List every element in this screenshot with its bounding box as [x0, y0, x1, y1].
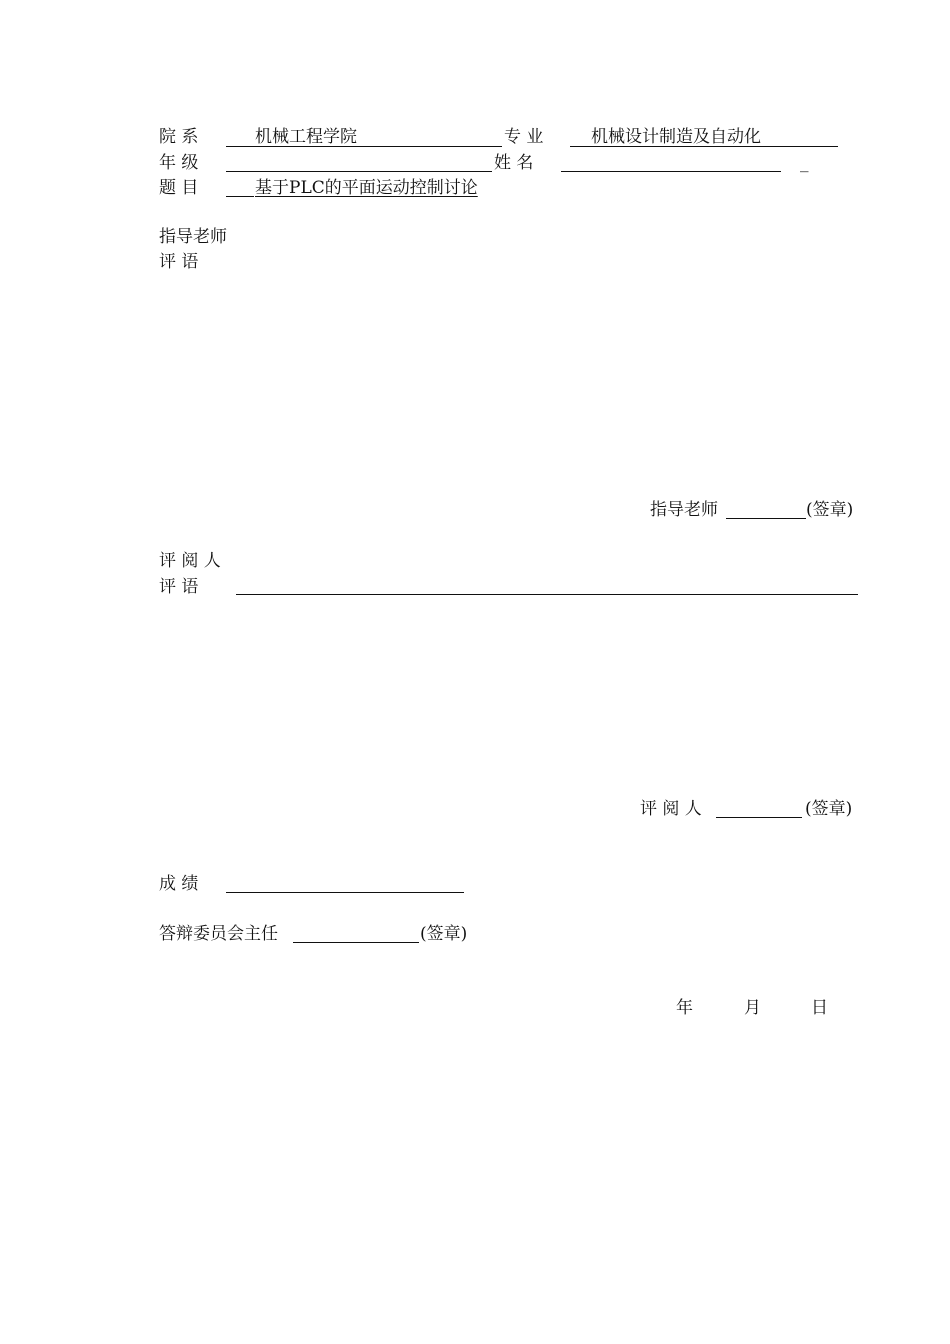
department-label: 院 系 — [159, 127, 199, 147]
chair-label: 答辩委员会主任 — [159, 924, 278, 944]
chair-signature-line — [293, 942, 419, 943]
major-value: 机械设计制造及自动化 — [591, 127, 761, 147]
advisor-signature-line — [726, 518, 806, 519]
topic-label: 题 目 — [159, 178, 199, 198]
advisor-signature-suffix: (签章) — [806, 500, 854, 520]
advisor-signature-label: 指导老师 — [650, 500, 718, 520]
date-month: 月 — [744, 998, 761, 1018]
major-label: 专 业 — [504, 127, 544, 147]
score-label: 成 绩 — [159, 874, 199, 894]
date-day: 日 — [811, 998, 828, 1018]
advisor-title: 指导老师 — [159, 227, 227, 247]
reviewer-signature-suffix: (签章) — [805, 799, 853, 819]
reviewer-comment-label: 评 语 — [159, 577, 199, 597]
score-line — [226, 892, 464, 893]
chair-signature-suffix: (签章) — [420, 924, 468, 944]
reviewer-signature-label: 评 阅 人 — [640, 799, 702, 819]
advisor-comment-label: 评 语 — [159, 252, 199, 272]
name-underline — [561, 171, 781, 172]
name-trailing-mark: _ — [800, 153, 809, 173]
reviewer-comment-line — [236, 594, 858, 595]
grade-underline — [226, 171, 492, 172]
name-label: 姓 名 — [494, 153, 534, 173]
reviewer-signature-line — [716, 817, 802, 818]
reviewer-title: 评 阅 人 — [159, 551, 221, 571]
topic-underline-lead — [226, 196, 254, 197]
department-value: 机械工程学院 — [255, 127, 357, 147]
date-year: 年 — [676, 998, 693, 1018]
topic-value: 基于PLC的平面运动控制讨论 — [255, 178, 478, 198]
grade-label: 年 级 — [159, 153, 199, 173]
